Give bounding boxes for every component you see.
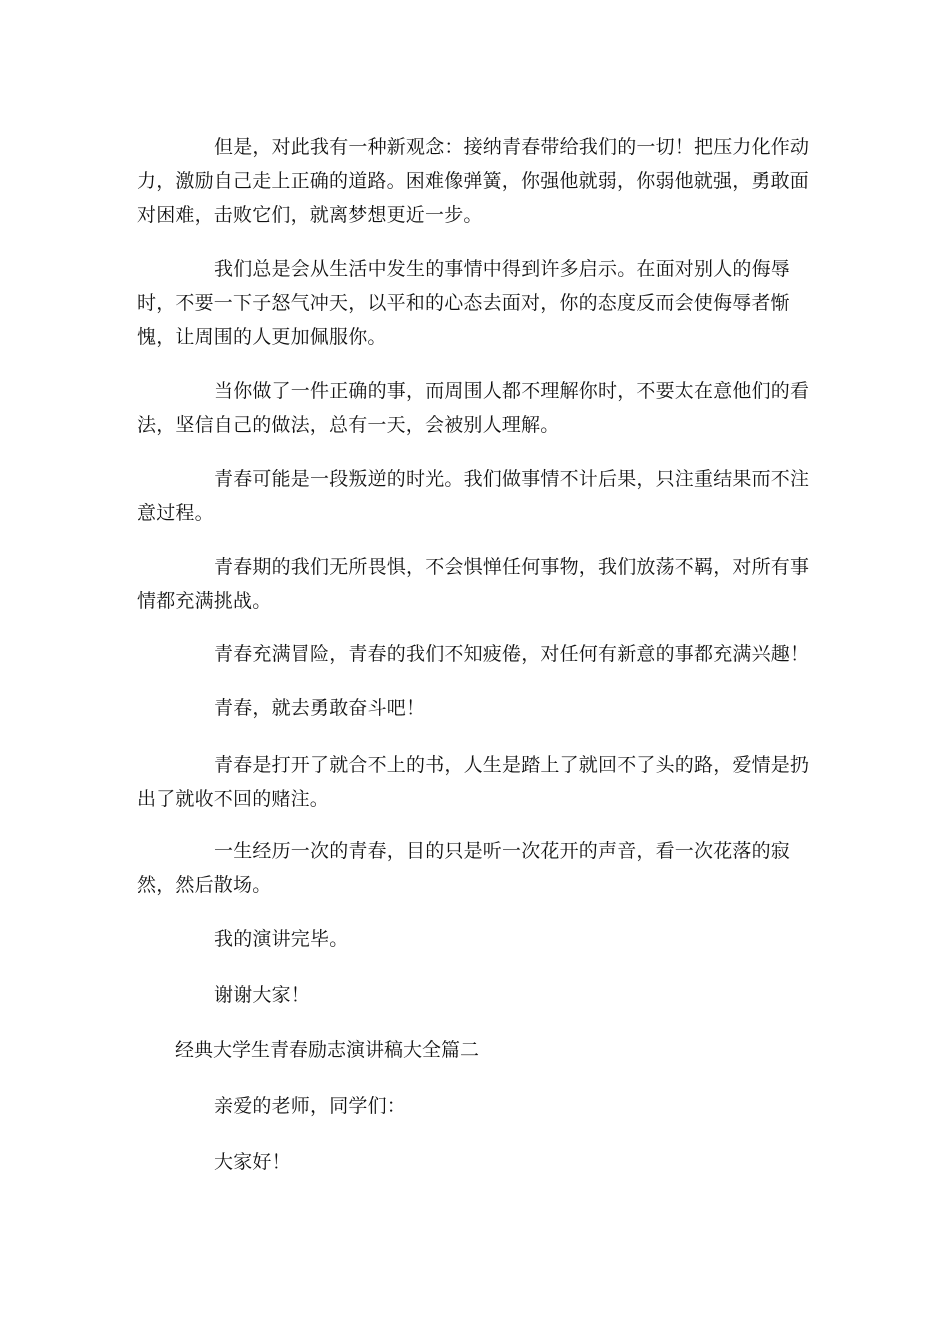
paragraph-2: 我们总是会从生活中发生的事情中得到许多启示。在面对别人的侮辱时，不要一下子怒气冲天，以平和的心态去面对，你的态度反而会使侮辱者惭愧，让周围的人更加佩服你。 [137,258,791,348]
paragraph-5: 青春期的我们无所畏惧，不会惧惮任何事物，我们放荡不羁，对所有事情都充满挑战。 [137,556,810,612]
paragraph-10: 我的演讲完毕。 [214,928,349,950]
paragraph-4: 青春可能是一段叛逆的时光。我们做事情不计后果，只注重结果而不注意过程。 [137,468,810,524]
hello-line: 大家好！ [214,1151,291,1173]
paragraph-7: 青春，就去勇敢奋斗吧！ [214,697,426,719]
paragraph-11: 谢谢大家！ [214,984,311,1006]
section-title: 经典大学生青春励志演讲稿大全篇二 [175,1039,480,1061]
greeting: 亲爱的老师，同学们： [214,1095,407,1117]
paragraph-3: 当你做了一件正确的事，而周围人都不理解你时，不要太在意他们的看法，坚信自己的做法，总有一天，会被别人理解。 [137,380,810,436]
paragraph-6: 青春充满冒险，青春的我们不知疲倦，对任何有新意的事都充满兴趣！ [214,643,810,665]
paragraph-9: 一生经历一次的青春，目的只是听一次花开的声音，看一次花落的寂然，然后散场。 [137,840,791,896]
paragraph-1: 但是，对此我有一种新观念：接纳青春带给我们的一切！把压力化作动力，激励自己走上正确的道路。困难像弹簧，你强他就弱，你弱他就强，勇敢面对困难，击败它们，就离梦想更近一步。 [137,136,810,226]
paragraph-8: 青春是打开了就合不上的书，人生是踏上了就回不了头的路，爱情是扔出了就收不回的赌注。 [137,754,810,810]
